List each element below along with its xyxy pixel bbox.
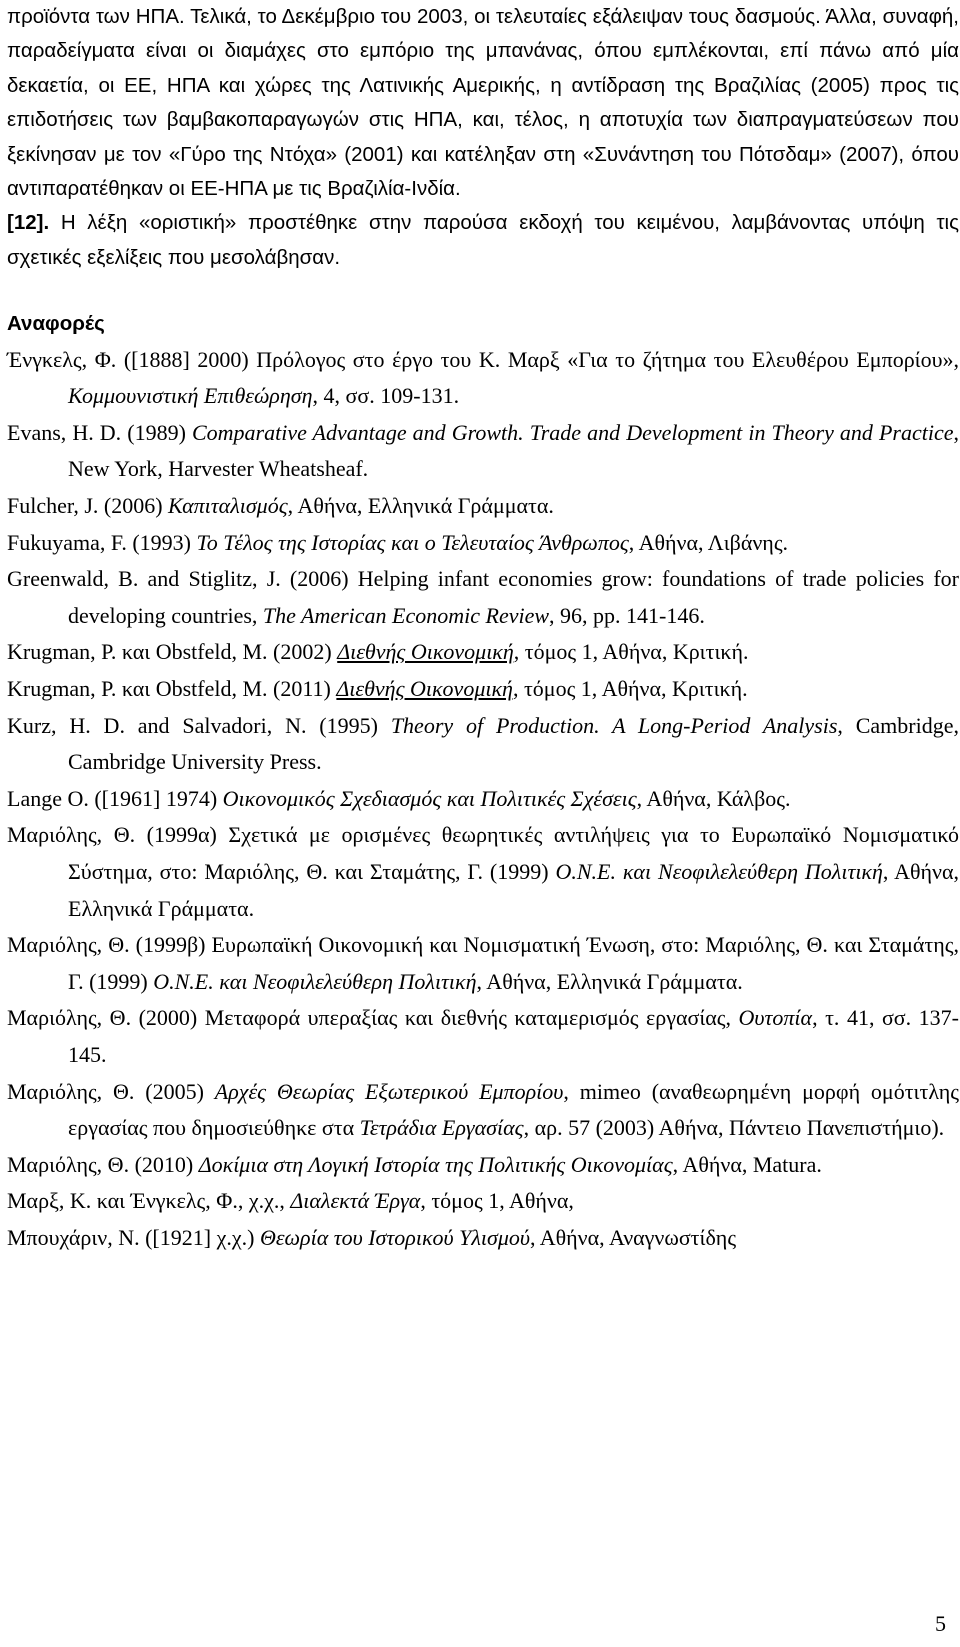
- reference-text: Krugman, P. και Obstfeld, M. (2011): [7, 676, 337, 701]
- reference-title: Θεωρία του Ιστορικού Υλισμού: [259, 1224, 530, 1250]
- reference-title: Theory of Production. A Long-Period Analysis: [390, 712, 838, 738]
- note-reference: [12].: [7, 211, 50, 235]
- reference-text: Μαριόλης, Θ. (2005): [7, 1078, 215, 1104]
- reference-text: , New York, Harvester Wheatsheaf.: [68, 419, 959, 482]
- document-page: [7, 0, 959, 1257]
- reference-text: , Αθήνα, Κάλβος.: [636, 785, 791, 811]
- note-text: Η λέξη «οριστική» προστέθηκε στην παρούσα εκδοχή του κειμένου, λαμβάνοντας υπόψη τις σχετικές εξελίξεις που μεσολάβησαν.: [7, 211, 959, 269]
- reference-text: Μαριόλης, Θ. (2000) Μεταφορά υπεραξίας και διεθνής καταμερισμός εργασίας,: [7, 1005, 739, 1031]
- reference-title: Αρχές Θεωρίας Εξωτερικού Εμπορίου: [214, 1078, 564, 1104]
- reference-text: , Αθήνα, Ελληνικά Γράμματα.: [287, 493, 554, 519]
- reference-item: [7, 525, 959, 562]
- reference-item: [7, 342, 959, 415]
- reference-text: , τόμος 1, Αθήνα, Κριτική.: [513, 639, 749, 665]
- reference-text: , Αθήνα, Ελληνικά Γράμματα.: [68, 858, 959, 921]
- reference-item: [7, 561, 959, 634]
- reference-text: Μαριόλης, Θ. (2010): [7, 1151, 199, 1177]
- reference-item: [7, 1000, 959, 1073]
- reference-text: , Αθήνα, Αναγνωστίδης: [529, 1224, 737, 1250]
- reference-text: , Αθήνα, Matura.: [672, 1151, 822, 1177]
- reference-text: Μαριόλης, Θ. (1999β) Ευρωπαϊκή Οικονομική και Νομισματική Ένωση, στο: Μαριόλης, Θ. και Σταμάτης, Γ. (1999): [7, 932, 959, 994]
- reference-text: , τ. 41, σσ. 137-145.: [68, 1005, 960, 1067]
- reference-title: Οικονομικός Σχεδιασμός και Πολιτικές Σχέσεις: [222, 785, 637, 811]
- reference-text: , Αθήνα, Ελληνικά Γράμματα.: [476, 968, 743, 994]
- reference-item: [7, 927, 959, 1000]
- reference-item: [7, 1074, 959, 1147]
- reference-text: , τόμος 1, Αθήνα,: [420, 1188, 574, 1214]
- reference-item: [7, 634, 959, 671]
- reference-text: , Cambridge, Cambridge University Press.: [68, 712, 959, 775]
- reference-text: Μπουχάριν, Ν. ([1921] χ.χ.): [7, 1224, 260, 1250]
- body-paragraph: [7, 0, 959, 275]
- reference-text: Lange O. ([1961] 1974): [7, 785, 223, 811]
- reference-title: Ουτοπία: [738, 1005, 813, 1031]
- references-heading: Αναφορές: [7, 312, 105, 336]
- reference-item: [7, 1147, 959, 1184]
- reference-text: Kurz, H. D. and Salvadori, N. (1995): [7, 712, 391, 738]
- reference-text: Μαρξ, Κ. και Ένγκελς, Φ., χ.χ.,: [7, 1188, 291, 1214]
- reference-title: The American Economic Review: [262, 602, 550, 628]
- reference-item: [7, 1183, 959, 1220]
- reference-title: Κομμουνιστική Επιθεώρηση: [68, 383, 313, 409]
- reference-item: [7, 415, 959, 488]
- page-number: 5: [935, 1611, 946, 1636]
- reference-title: Καπιταλισμός: [168, 493, 288, 519]
- reference-title: Διεθνής Οικονομική: [336, 676, 513, 701]
- reference-text: Ένγκελς, Φ. ([1888] 2000) Πρόλογος στο έργο του Κ. Μαρξ «Για το ζήτημα του Ελευθέρου Εμπορίου»,: [7, 346, 959, 372]
- reference-title: Δοκίμια στη Λογική Ιστορία της Πολιτικής Οικονομίας: [198, 1151, 673, 1177]
- reference-title: Comparative Advantage and Growth. Trade and Development in Theory and Practice: [191, 419, 954, 445]
- reference-text: , 96, pp. 141-146.: [549, 602, 705, 628]
- references-list: [7, 342, 959, 1257]
- reference-item: [7, 781, 959, 818]
- reference-text: , αρ. 57 (2003) Αθήνα, Πάντειο Πανεπιστήμιο).: [523, 1115, 945, 1141]
- reference-title: Ο.Ν.Ε. και Νεοφιλελεύθερη Πολιτική: [555, 858, 883, 884]
- reference-text: , 4, σσ. 109-131.: [312, 383, 460, 409]
- reference-item: [7, 708, 959, 781]
- reference-item: [7, 488, 959, 525]
- reference-title: Διεθνής Οικονομική: [337, 639, 514, 665]
- reference-text: Μαριόλης, Θ. (1999α) Σχετικά με ορισμένες θεωρητικές αντιλήψεις για το Ευρωπαϊκό Νομισματικό Σύστημα, στο: Μαριόλης, Θ. και Σταμάτης, Γ. (1999): [7, 822, 959, 884]
- reference-text: Evans, H. D. (1989): [7, 419, 192, 445]
- reference-text: Greenwald, B. and Stiglitz, J. (2006) Helping infant economies grow: foundations of trade policies for developing countries,: [7, 566, 959, 628]
- reference-title: Τετράδια Εργασίας: [359, 1115, 524, 1141]
- reference-text: , τόμος 1, Αθήνα, Κριτική.: [512, 676, 748, 701]
- reference-item: [7, 1220, 959, 1257]
- reference-item: [7, 817, 959, 927]
- reference-text: , mimeo (αναθεωρημένη μορφή ομότιτλης εργασίας που δημοσιεύθηκε στα: [68, 1078, 960, 1141]
- reference-text: Krugman, P. και Obstfeld, M. (2002): [7, 639, 338, 665]
- reference-title: Ο.Ν.Ε. και Νεοφιλελεύθερη Πολιτική: [153, 968, 477, 994]
- body-paragraph-text: προϊόντα των ΗΠΑ. Τελικά, το Δεκέμβριο του 2003, οι τελευταίες εξάλειψαν τους δασμούς. Άλλα, συναφή, παραδείγματα είναι οι διαμάχες στο εμπόριο της μπανάνας, όπου εμπλέκονται, επί πάνω από μία δεκαετία, οι ΕΕ, ΗΠΑ και χώρες της Λατινικής Αμερικής, η αντίδραση της Βραζιλίας (2005) προς τις επιδοτήσεις των βαμβακοπαραγωγών στις ΗΠΑ, και, τέλος, η αποτυχία των διαπραγματεύσεων που ξεκίνησαν με τον «Γύρο της Ντόχα» (2001) και κατέληξαν στη «Συνάντηση του Πότσδαμ» (2007), όπου αντιπαρατέθηκαν οι ΕΕ-ΗΠΑ με τις Βραζιλία-Ινδία.: [7, 5, 959, 201]
- reference-title: Διαλεκτά Έργα: [290, 1188, 421, 1214]
- reference-text: , Αθήνα, Λιβάνης.: [628, 529, 789, 555]
- reference-text: Fulcher, J. (2006): [7, 493, 169, 519]
- reference-text: Fukuyama, F. (1993): [7, 529, 197, 555]
- reference-item: [7, 671, 959, 708]
- reference-title: Το Τέλος της Ιστορίας και ο Τελευταίος Άνθρωπος: [196, 529, 629, 555]
